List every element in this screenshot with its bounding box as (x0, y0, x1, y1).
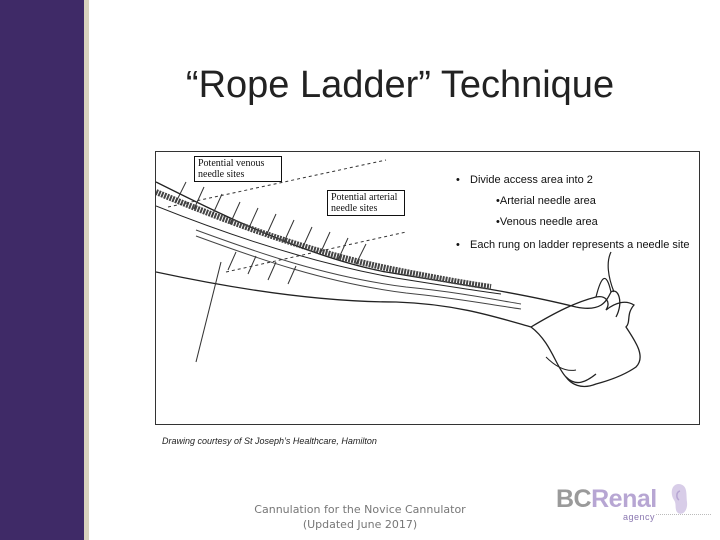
logo-bc-text: BC (556, 485, 592, 513)
bullet-arterial: •Arterial needle area (496, 195, 596, 207)
slide-title: “Rope Ladder” Technique (185, 64, 615, 106)
bullet-rung (456, 239, 696, 251)
figure-caption: Drawing courtesy of St Joseph’s Healthcare, Hamilton (162, 436, 377, 446)
kidney-icon (668, 482, 690, 516)
venous-sites-label: Potential venous needle sites (194, 156, 282, 182)
arm-diagram (155, 151, 700, 425)
arterial-sites-label: Potential arterial needle sites (327, 190, 405, 216)
bullet-rung-text: Each rung on ladder represents a needle site (470, 239, 690, 251)
bc-renal-logo (553, 480, 713, 532)
bullet-list (456, 174, 696, 251)
logo-wordmark (556, 485, 657, 514)
sidebar-edge (84, 0, 89, 540)
bullet-marker: • (456, 239, 460, 251)
bullet-venous: •Venous needle area (496, 216, 598, 228)
bullet-divide-text: Divide access area into 2 (470, 174, 593, 186)
logo-agency-text: agency (623, 512, 656, 522)
footer-line-2: (Updated June 2017) (302, 518, 418, 531)
bullet-marker: • (456, 174, 460, 186)
bullet-divide (456, 174, 696, 186)
logo-renal-text: Renal (591, 485, 657, 513)
sidebar-band (0, 0, 84, 540)
footer (240, 502, 480, 532)
footer-line-1: Cannulation for the Novice Cannulator (254, 503, 466, 516)
